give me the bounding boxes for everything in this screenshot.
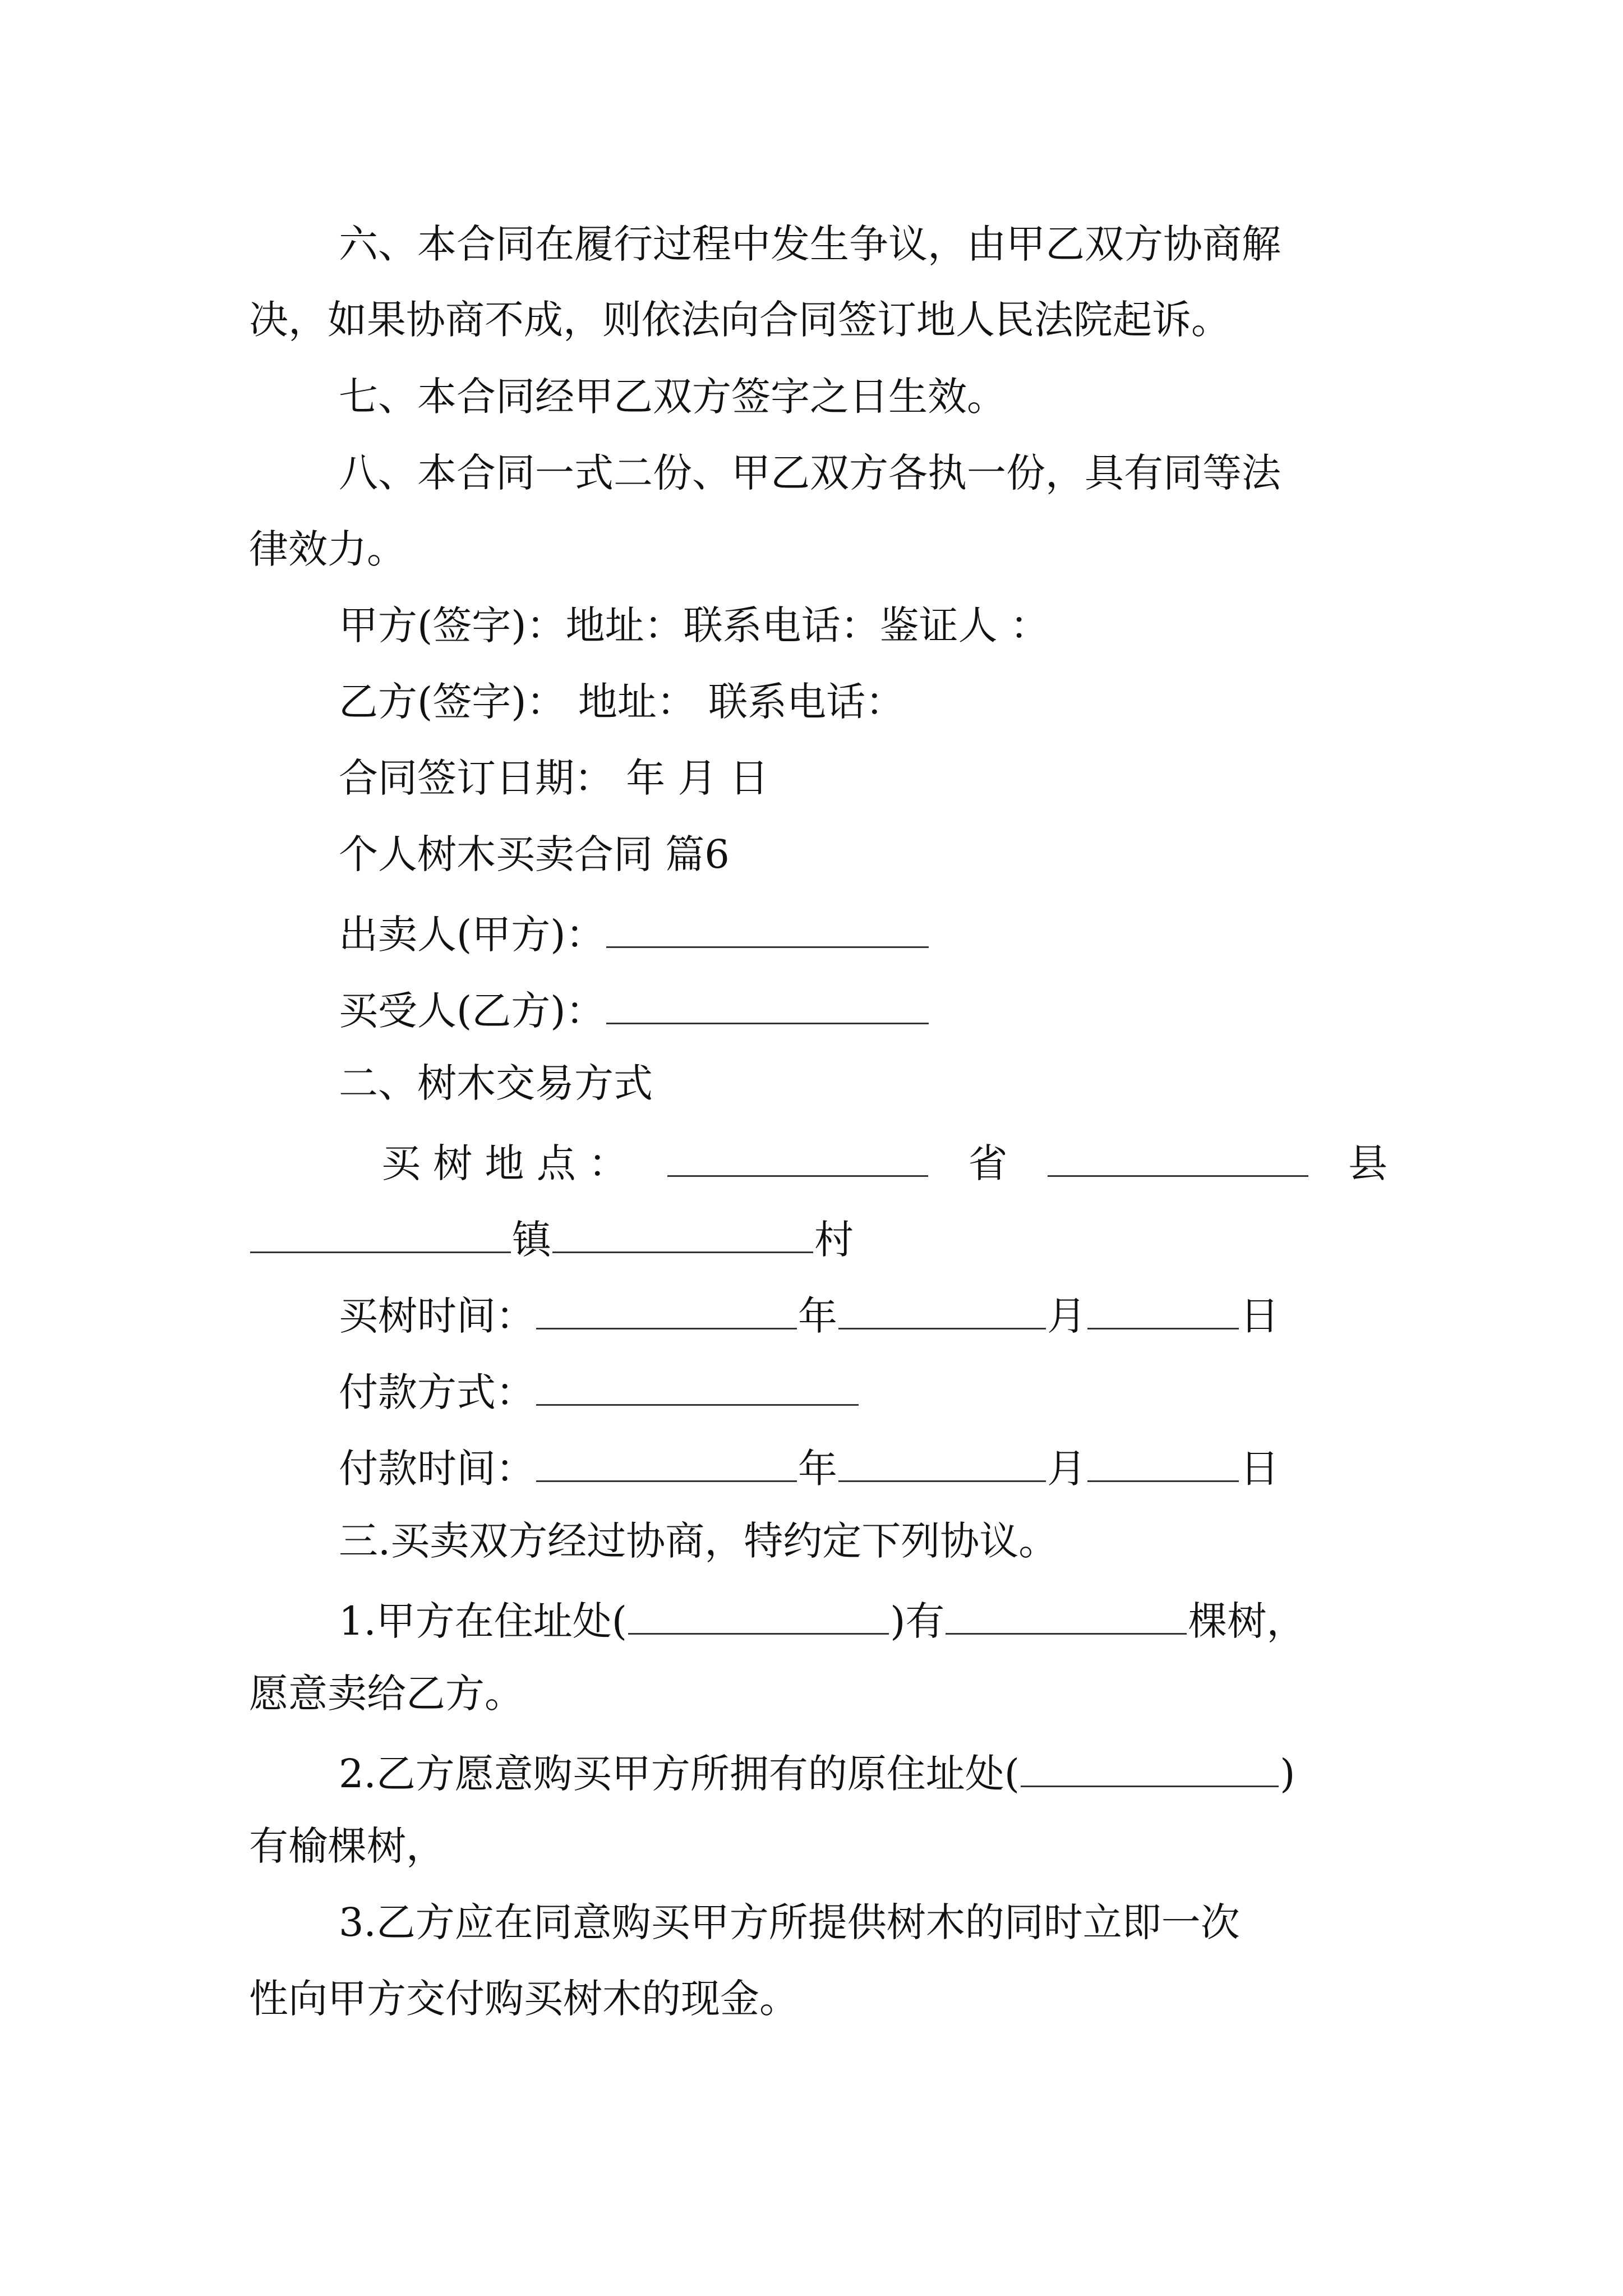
county-blank[interactable] xyxy=(1048,1140,1308,1177)
payment-method-blank[interactable] xyxy=(536,1369,859,1406)
purchase-year-blank[interactable] xyxy=(536,1292,797,1329)
signing-date-line: 合同签订日期： 年 月 日 xyxy=(339,755,769,801)
original-address-blank[interactable] xyxy=(1021,1750,1279,1787)
clause-8-line-1: 八、本合同一式二份、甲乙双方各执一份，具有同等法 xyxy=(339,450,1281,496)
purchase-month-label: 月 xyxy=(1047,1293,1086,1339)
item-2-line-1 xyxy=(339,1750,1477,1797)
village-blank[interactable] xyxy=(552,1216,813,1253)
purchase-year-label: 年 xyxy=(798,1293,837,1339)
payment-method-label: 付款方式： xyxy=(339,1369,535,1415)
item-2-close: ) xyxy=(1280,1751,1295,1797)
item-1-line-1 xyxy=(339,1598,1477,1644)
payment-day-blank[interactable] xyxy=(1087,1445,1239,1482)
seller-line xyxy=(339,911,1477,958)
clause-8-line-2: 律效力。 xyxy=(249,526,406,572)
province-blank[interactable] xyxy=(667,1140,928,1177)
clause-6-line-1: 六、本合同在履行过程中发生争议，由甲乙双方协商解 xyxy=(339,221,1281,267)
town-label: 镇 xyxy=(512,1217,551,1263)
purchase-day-label: 日 xyxy=(1240,1293,1279,1339)
seller-address-blank[interactable] xyxy=(628,1598,889,1635)
buyer-blank[interactable] xyxy=(606,987,929,1024)
item-3-line-2: 性向甲方交付购买树木的现金。 xyxy=(249,1976,799,2022)
clause-7: 七、本合同经甲乙双方签字之日生效。 xyxy=(339,374,1006,420)
purchase-day-blank[interactable] xyxy=(1087,1292,1239,1329)
item-2-line-2: 有榆棵树， xyxy=(249,1823,445,1869)
item-1-prefix: 1.甲方在住址处( xyxy=(339,1598,628,1644)
buyer-label: 买受人(乙方)： xyxy=(339,988,605,1034)
payment-time-label: 付款时间： xyxy=(339,1446,535,1492)
county-label: 县 xyxy=(1348,1140,1387,1186)
town-blank[interactable] xyxy=(250,1216,511,1253)
village-label: 村 xyxy=(814,1217,854,1263)
section-heading: 个人树木买卖合同 篇6 xyxy=(339,831,730,877)
party-a-signature-line: 甲方(签字)：地址：联系电话：鉴证人 ： xyxy=(339,602,1049,648)
clause-6-line-2: 决，如果协商不成，则依法向合同签订地人民法院起诉。 xyxy=(249,297,1230,343)
item-2-prefix: 2.乙方愿意购买甲方所拥有的原住址处( xyxy=(339,1751,1020,1797)
payment-time-line xyxy=(339,1445,1477,1492)
seller-label: 出卖人(甲方)： xyxy=(339,912,605,958)
payment-month-blank[interactable] xyxy=(838,1445,1046,1482)
payment-year-label: 年 xyxy=(798,1446,837,1492)
payment-year-blank[interactable] xyxy=(536,1445,797,1482)
buyer-line xyxy=(339,987,1477,1034)
payment-month-label: 月 xyxy=(1047,1446,1086,1492)
province-label: 省 xyxy=(968,1140,1008,1186)
town-village-line xyxy=(249,1216,1387,1263)
trade-method-heading: 二、树木交易方式 xyxy=(339,1060,653,1106)
item-1-middle: )有 xyxy=(890,1598,945,1644)
item-1-line-2: 愿意卖给乙方。 xyxy=(249,1671,524,1717)
payment-method-line xyxy=(339,1369,1477,1415)
purchase-month-blank[interactable] xyxy=(838,1292,1046,1329)
payment-day-label: 日 xyxy=(1240,1446,1279,1492)
purchase-time-line xyxy=(339,1292,1477,1339)
item-3-line-1: 3.乙方应在同意购买甲方所提供树木的同时立即一次 xyxy=(339,1899,1240,1945)
item-1-suffix: 棵树， xyxy=(1188,1598,1306,1644)
purchase-location-label: 买 树 地 点 ： xyxy=(381,1140,628,1186)
seller-blank[interactable] xyxy=(606,911,929,948)
purchase-location-line xyxy=(381,1140,1387,1186)
clause-3-heading: 三.买卖双方经过协商，特约定下列协议。 xyxy=(339,1518,1058,1564)
party-b-signature-line: 乙方(签字)： 地址： 联系电话： xyxy=(339,679,905,725)
tree-count-blank[interactable] xyxy=(946,1598,1187,1635)
purchase-time-label: 买树时间： xyxy=(339,1293,535,1339)
